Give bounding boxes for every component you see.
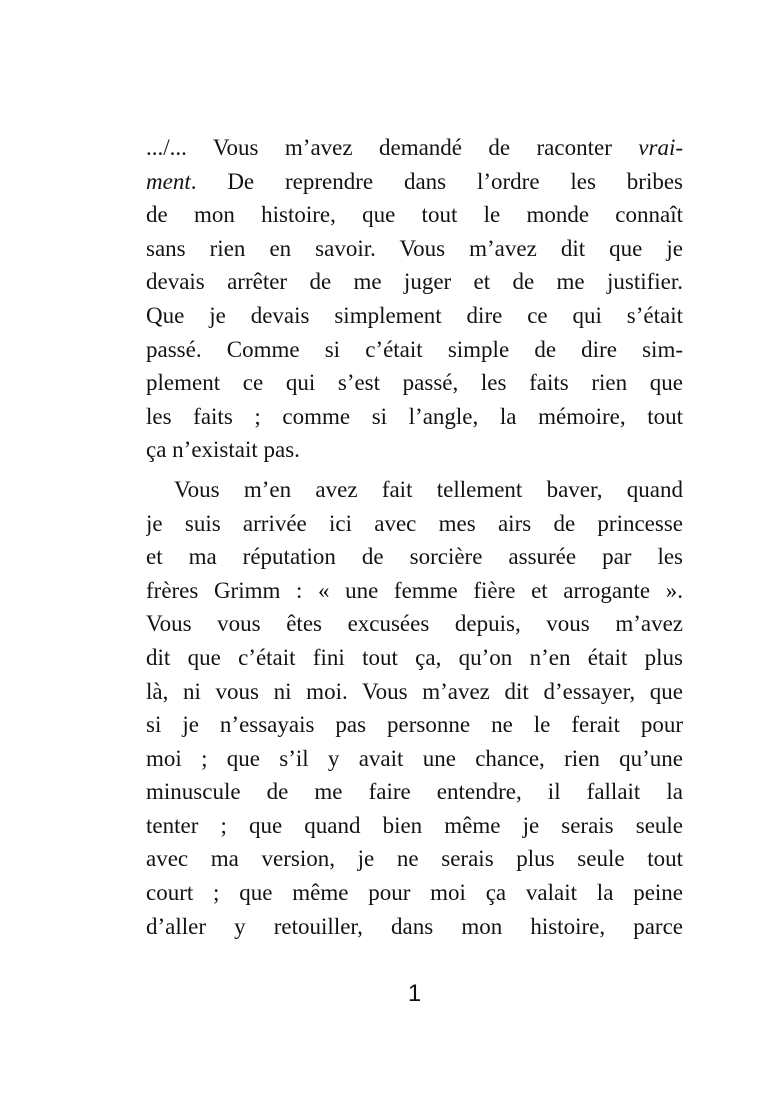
text-segment: là, ni vous ni moi. Vous m’avez dit d’essayer, que (146, 678, 683, 704)
text-segment: plement ce qui s’est passé, les faits rien que (146, 370, 683, 396)
page-number: 1 (407, 980, 422, 1007)
text-segment: devais arrêter de me juger et de me justifier. (146, 269, 683, 295)
text-segment: avec ma version, je ne serais plus seule tout (146, 846, 683, 872)
text-segment: tenter ; que quand bien même je serais seule (146, 812, 683, 838)
text-segment: dit que c’était fini tout ça, qu’on n’en était plus (146, 644, 683, 670)
text-line (146, 265, 683, 299)
text-line (146, 299, 683, 333)
text-segment: les faits ; comme si l’angle, la mémoire, tout (146, 403, 683, 429)
text-line (146, 473, 683, 507)
text-segment: ça n’existait pas. (146, 437, 300, 463)
text-segment: Vous vous êtes excusées depuis, vous m’avez (146, 611, 683, 637)
text-line (146, 198, 683, 232)
text-segment: de mon histoire, que tout le monde connaît (146, 202, 683, 228)
text-segment: .../... Vous m’avez demandé de raconter (146, 135, 639, 160)
text-line (146, 433, 683, 467)
text-line (146, 809, 683, 843)
text-segment: minuscule de me faire entendre, il fallait la (146, 779, 683, 805)
text-segment: frères Grimm : « une femme fière et arrogante ». (146, 577, 683, 603)
text-block (146, 131, 683, 943)
text-line (146, 708, 683, 742)
text-segment: je suis arrivée ici avec mes airs de princesse (146, 510, 683, 536)
text-segment: sans rien en savoir. Vous m’avez dit que je (146, 235, 683, 261)
text-line (146, 400, 683, 434)
text-line (146, 540, 683, 574)
text-line (146, 775, 683, 809)
text-segment: Que je devais simplement dire ce qui s’était (146, 302, 683, 328)
text-line (146, 333, 683, 367)
italic-text-segment: vrai- (638, 135, 683, 160)
text-segment: d’aller y retouiller, dans mon histoire, parce (146, 913, 683, 939)
text-segment: court ; que même pour moi ça valait la peine (146, 880, 683, 906)
paragraph (146, 473, 683, 943)
text-line (146, 641, 683, 675)
text-line (146, 232, 683, 266)
text-line (146, 607, 683, 641)
text-segment: . De reprendre dans l’ordre les bribes (190, 168, 683, 194)
text-line (146, 574, 683, 608)
italic-text-segment: ment (146, 168, 191, 194)
text-line (146, 876, 683, 910)
text-segment: et ma réputation de sorcière assurée par les (146, 544, 683, 570)
text-line (146, 675, 683, 709)
text-line (146, 910, 683, 944)
text-line (146, 366, 683, 400)
text-segment: si je n’essayais pas personne ne le ferait pour (146, 712, 683, 738)
text-segment: passé. Comme si c’était simple de dire sim- (146, 336, 683, 362)
text-line (146, 507, 683, 541)
text-line (146, 131, 683, 165)
text-line (146, 165, 683, 199)
paragraph (146, 131, 683, 467)
text-line (146, 842, 683, 876)
text-line (146, 742, 683, 776)
text-segment: Vous m’en avez fait tellement baver, quand (174, 476, 683, 502)
text-segment: moi ; que s’il y avait une chance, rien qu’une (146, 745, 683, 771)
